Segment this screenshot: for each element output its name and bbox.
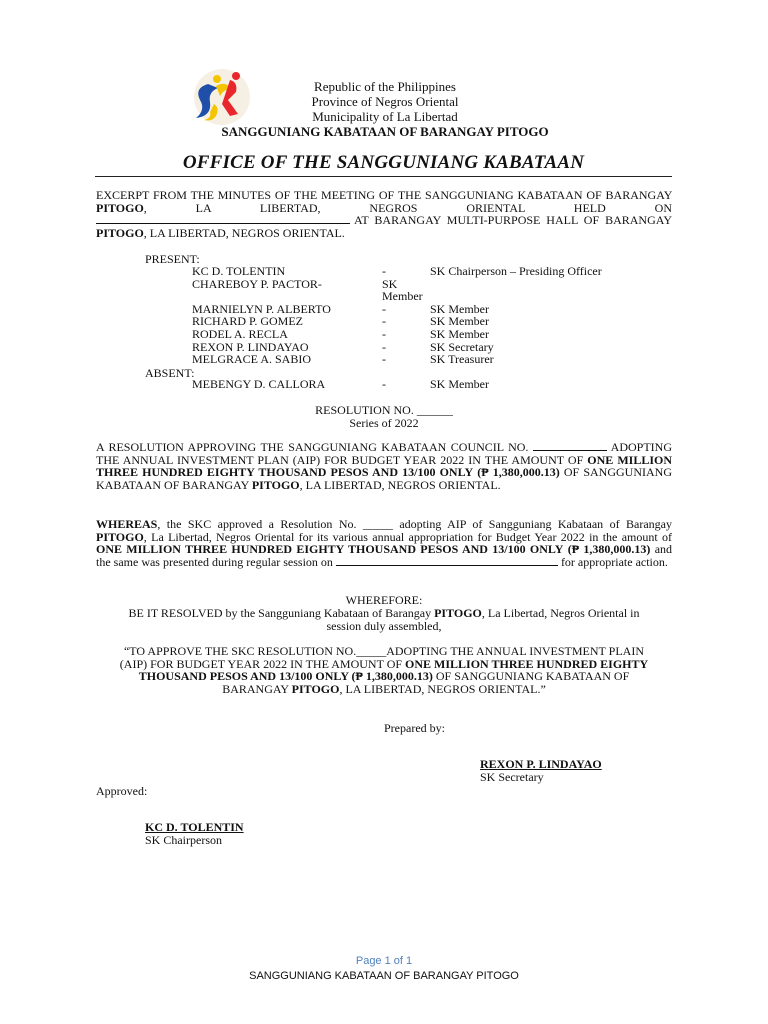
- member-row: [192, 378, 489, 391]
- chair-name: KC D. TOLENTIN: [145, 820, 244, 834]
- header-org: SANGGUNIANG KABATAAN OF BARANGAY PITOGO: [221, 124, 549, 139]
- member-role: SK Member: [430, 314, 489, 329]
- quote-barangay: PITOGO: [291, 681, 340, 696]
- resolution-title: [96, 441, 672, 491]
- whereas-text-4: for appropriate action.: [560, 554, 668, 569]
- member-name: MARNIELYN P. ALBERTO: [192, 301, 331, 316]
- quote-text-2: OF SANGGUNIANG KABATAAN OF BARANGAY: [222, 669, 630, 696]
- member-name: MEBENGY D. CALLORA: [192, 377, 326, 391]
- member-role: SK Chairperson – Presiding Officer: [430, 264, 602, 278]
- member-row: [192, 278, 602, 303]
- whereas-text-1: , the SKC approved a Resolution No. _____ adopting AIP of Sangguniang Kabataan of Barangay: [157, 517, 672, 531]
- chair-signature: [145, 821, 244, 847]
- excerpt-paragraph: [96, 189, 672, 239]
- approved-label: Approved:: [96, 784, 148, 798]
- chair-title: SK Chairperson: [145, 833, 222, 847]
- header-municipality: Municipality of La Libertad: [312, 109, 458, 124]
- title-text-4: , LA LIBERTAD, NEGROS ORIENTAL.: [299, 477, 501, 492]
- present-list: [192, 265, 602, 366]
- header-country: Republic of the Philippines: [314, 79, 456, 94]
- member-dash: -: [382, 339, 386, 354]
- quote-text-1: “TO APPROVE THE SKC RESOLUTION NO._____ADOPTING THE ANNUAL INVESTMENT PLAIN (AIP) FOR BUDGET YEAR 2022 IN THE AMOUNT OF: [119, 644, 644, 671]
- member-name: MELGRACE A. SABIO: [192, 352, 312, 367]
- excerpt-text-4: , LA LIBERTAD, NEGROS ORIENTAL.: [143, 225, 345, 240]
- member-dash: -: [382, 314, 386, 329]
- excerpt-barangay: PITOGO: [96, 200, 144, 215]
- secretary-name: REXON P. LINDAYAO: [480, 757, 602, 771]
- member-dash: -: [382, 326, 386, 341]
- resolved-text-1: BE IT RESOLVED by the Sangguniang Kabataan of Barangay: [128, 606, 432, 620]
- excerpt-date-blank: [96, 214, 350, 224]
- whereas-text-3: and the same was presented during regular session on: [96, 542, 673, 569]
- member-role: SK Secretary: [430, 339, 494, 354]
- excerpt-text-3: AT BARANGAY MULTI-PURPOSE HALL OF BARANGAY: [354, 213, 672, 228]
- excerpt-text-2: , LA LIBERTAD, NEGROS ORIENTAL HELD ON: [143, 200, 672, 215]
- excerpt-barangay-2: PITOGO: [96, 225, 144, 240]
- prepared-by-label: Prepared by:: [384, 721, 445, 735]
- whereas-barangay: PITOGO: [96, 529, 144, 544]
- whereas-amount-figure: (₱ 1,380,000.13): [567, 542, 651, 557]
- member-name: RODEL A. RECLA: [192, 326, 288, 341]
- member-role: SK Treasurer: [430, 352, 494, 367]
- resolution-number: RESOLUTION NO. ______: [315, 403, 453, 417]
- resolved-paragraph: [92, 607, 676, 632]
- title-text-2: ADOPTING THE ANNUAL INVESTMENT PLAN (AIP) FOR BUDGET YEAR 2022 IN THE AMOUNT OF: [96, 440, 672, 467]
- member-role: SK Member: [430, 377, 489, 391]
- title-rule: [95, 176, 672, 177]
- resolved-text-2: , La Libertad, Negros Oriental in: [481, 606, 640, 620]
- member-role: SK Member: [382, 276, 423, 304]
- header-province: Province of Negros Oriental: [311, 94, 459, 109]
- title-amount-figure: (₱ 1,380,000.13): [477, 465, 560, 480]
- whereas-lead: WHEREAS: [96, 517, 158, 531]
- office-title: OFFICE OF THE SANGGUNIANG KABATAAN: [182, 152, 585, 173]
- secretary-signature: [480, 758, 602, 784]
- resolved-barangay: PITOGO: [434, 606, 482, 620]
- resolution-series: Series of 2022: [349, 416, 419, 430]
- member-dash: -: [382, 352, 386, 367]
- title-amount-words: ONE MILLION THREE HUNDRED EIGHTY THOUSAND PESOS AND 13/100 ONLY: [96, 452, 673, 480]
- whereas-paragraph: [96, 518, 672, 568]
- wherefore-label: WHEREFORE:: [345, 593, 423, 607]
- absent-label: ABSENT:: [145, 366, 195, 380]
- member-name: REXON P. LINDAYAO: [192, 339, 309, 354]
- member-row: [192, 265, 602, 278]
- member-dash: -: [382, 264, 386, 278]
- secretary-title: SK Secretary: [480, 770, 544, 784]
- resolution-quote: [112, 645, 656, 695]
- present-label: PRESENT:: [145, 252, 200, 266]
- member-row: [192, 328, 602, 341]
- member-name: RICHARD P. GOMEZ: [192, 314, 304, 329]
- session-date-blank: [336, 556, 558, 566]
- quote-amount: ONE MILLION THREE HUNDRED EIGHTY THOUSAND PESOS AND 13/100 ONLY (₱ 1,380,000.13): [138, 656, 649, 684]
- council-no-blank: [533, 441, 607, 451]
- whereas-text-2: , La Libertad, Negros Oriental for its various annual appropriation for Budget Year 2022 in the amount of: [143, 529, 672, 544]
- footer-org: SANGGUNIANG KABATAAN OF BARANGAY PITOGO: [249, 970, 519, 982]
- resolved-text-3: session duly assembled,: [326, 618, 442, 633]
- title-text-3: OF SANGGUNIANG KABATAAN OF BARANGAY: [96, 465, 673, 492]
- absent-list: [192, 378, 489, 391]
- member-name: CHAREBOY P. PACTOR-: [192, 276, 322, 291]
- page-number: Page 1 of 1: [355, 955, 413, 967]
- member-role: SK Member: [430, 326, 489, 341]
- member-name: KC D. TOLENTIN: [192, 264, 286, 278]
- member-row: [192, 353, 602, 366]
- member-dash: -: [382, 377, 386, 391]
- whereas-amount-words: ONE MILLION THREE HUNDRED EIGHTY THOUSAND PESOS AND 13/100 ONLY: [96, 542, 564, 557]
- excerpt-text-1: EXCERPT FROM THE MINUTES OF THE MEETING OF THE SANGGUNIANG KABATAAN OF BARANGAY: [96, 188, 672, 202]
- quote-text-3: , LA LIBERTAD, NEGROS ORIENTAL.”: [339, 681, 546, 696]
- title-barangay: PITOGO: [251, 477, 300, 492]
- member-dash: -: [382, 301, 386, 316]
- title-text-1: A RESOLUTION APPROVING THE SANGGUNIANG KABATAAN COUNCIL NO.: [96, 440, 529, 454]
- member-role: SK Member: [430, 301, 489, 316]
